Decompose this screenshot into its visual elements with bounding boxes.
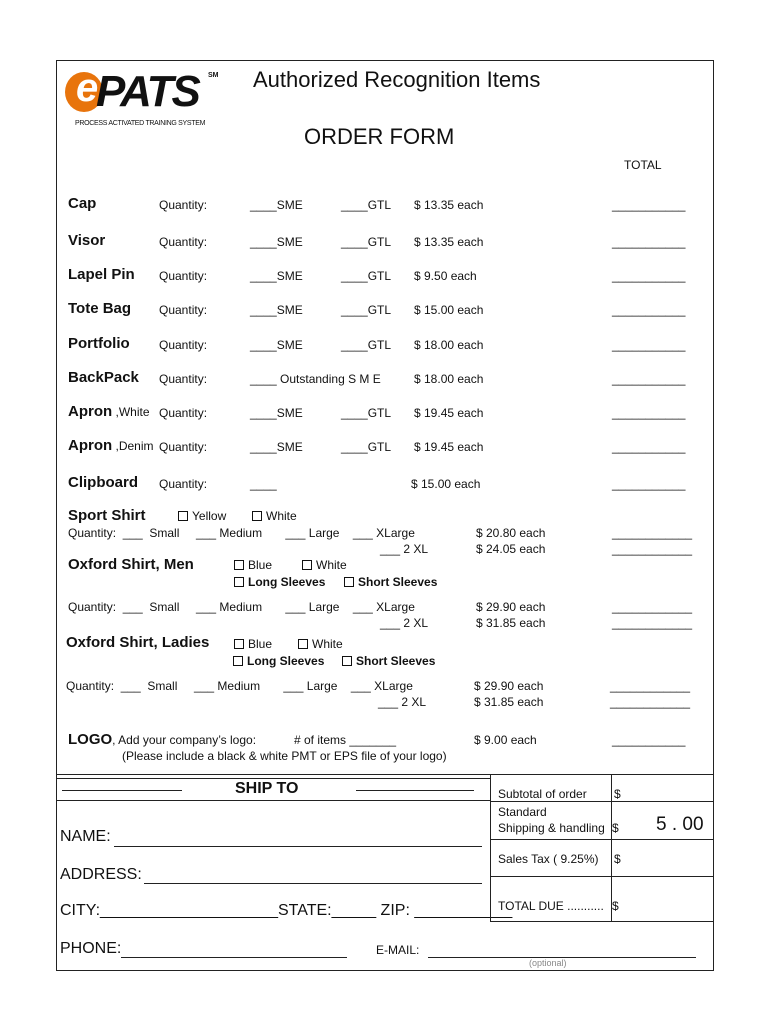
- address-label: ADDRESS:: [60, 866, 142, 883]
- oxford-ladies-blue[interactable]: Blue: [234, 637, 272, 651]
- quantity-label: Quantity:: [159, 477, 208, 491]
- phone-label: PHONE:: [60, 940, 122, 957]
- oxford-men-price1: $ 29.90 each: [476, 600, 546, 614]
- oxford-ladies-short[interactable]: Short Sleeves: [342, 654, 435, 668]
- oxford-ladies-total2[interactable]: ____________: [610, 695, 691, 709]
- item-price: $ 15.00 each: [414, 303, 484, 317]
- email-optional-note: (optional): [529, 958, 567, 968]
- total-heading: TOTAL: [624, 158, 662, 172]
- quantity-sme-field[interactable]: ____SME: [250, 303, 303, 317]
- item-name: [68, 335, 130, 353]
- item-total-field[interactable]: ___________: [612, 440, 686, 454]
- item-name-text: BackPack: [68, 369, 139, 386]
- item-price: $ 9.50 each: [414, 269, 477, 283]
- sport-shirt-price1: $ 20.80 each: [476, 526, 546, 540]
- total-due-label: TOTAL DUE ...........: [498, 899, 604, 913]
- oxford-men-total1[interactable]: ____________: [612, 600, 693, 614]
- checkbox-icon: [252, 511, 262, 521]
- name-field[interactable]: [114, 846, 482, 847]
- logo-item-price: $ 9.00 each: [474, 733, 537, 747]
- oxford-ladies-price1: $ 29.90 each: [474, 679, 544, 693]
- oxford-ladies-name: Oxford Shirt, Ladies: [66, 634, 210, 651]
- item-name: [68, 232, 105, 250]
- standard-label: Standard: [498, 805, 547, 819]
- divider-line: [57, 800, 491, 801]
- quantity-sme-field[interactable]: ____SME: [250, 338, 303, 352]
- subtotal-label: Subtotal of order: [498, 787, 587, 801]
- quantity-label: Quantity:: [159, 338, 208, 352]
- oxford-ladies-price2: $ 31.85 each: [474, 695, 544, 709]
- oxford-ladies-2xl: ___ 2 XL: [378, 695, 427, 709]
- item-total-field[interactable]: ___________: [612, 269, 686, 283]
- item-name: [68, 369, 139, 387]
- checkbox-icon: [234, 639, 244, 649]
- item-name-text: Visor: [68, 232, 106, 249]
- quantity-sme-field[interactable]: ____SME: [250, 406, 303, 420]
- ship-to-rule-left: [62, 790, 182, 791]
- oxford-ladies-white[interactable]: White: [298, 637, 343, 651]
- logo-subtitle: PROCESS ACTIVATED TRAINING SYSTEM: [75, 120, 206, 127]
- quantity-gtl-field[interactable]: ____GTL: [341, 406, 392, 420]
- sport-shirt-white[interactable]: White: [252, 509, 297, 523]
- item-variant: ,White: [112, 405, 150, 419]
- quantity-label: Quantity:: [159, 440, 208, 454]
- item-name-text: Portfolio: [68, 335, 130, 352]
- quantity-gtl-field[interactable]: ____GTL: [341, 269, 392, 283]
- quantity-gtl-field[interactable]: ____GTL: [341, 235, 392, 249]
- oxford-men-price2: $ 31.85 each: [476, 616, 546, 630]
- form-subtitle: ORDER FORM: [304, 124, 455, 149]
- logo-item-count[interactable]: # of items _______: [294, 733, 397, 747]
- item-name: [68, 403, 150, 421]
- logo-item-note: (Please include a black & white PMT or EPS file of your logo): [122, 749, 447, 763]
- item-name: [68, 195, 96, 213]
- logo-sm: SM: [208, 72, 219, 79]
- quantity-gtl-field[interactable]: ____GTL: [341, 440, 392, 454]
- totals-row-line: [490, 801, 714, 802]
- oxford-men-qty: Quantity: ___ Small ___ Medium ___ Large ___ XLarge: [68, 600, 415, 614]
- logo-text: PATS: [96, 67, 199, 116]
- logo-e: e: [76, 66, 99, 110]
- quantity-label: Quantity:: [159, 303, 208, 317]
- item-name-text: Cap: [68, 195, 97, 212]
- sales-tax-label: Sales Tax ( 9.25%): [498, 852, 599, 866]
- checkbox-icon: [298, 639, 308, 649]
- checkbox-icon: [234, 577, 244, 587]
- subtotal-dollar[interactable]: $: [614, 787, 621, 801]
- item-name-text: Apron: [68, 437, 113, 454]
- item-total-field[interactable]: ___________: [612, 235, 686, 249]
- item-price: $ 18.00 each: [414, 372, 484, 386]
- sport-shirt-qty: Quantity: ___ Small ___ Medium ___ Large ___ XLarge: [68, 526, 415, 540]
- email-label: E-MAIL:: [376, 943, 420, 957]
- logo-item-text: , Add your company’s logo:: [112, 733, 257, 747]
- totals-row-line: [490, 876, 714, 877]
- oxford-men-white[interactable]: White: [302, 558, 347, 572]
- item-price: $ 13.35 each: [414, 198, 484, 212]
- shipping-label: Shipping & handling: [498, 821, 605, 835]
- item-name: [68, 474, 138, 492]
- oxford-men-short[interactable]: Short Sleeves: [344, 575, 437, 589]
- logo-item-row: [68, 731, 256, 749]
- shipping-dollar: $: [612, 821, 619, 835]
- item-total-field[interactable]: ___________: [612, 303, 686, 317]
- quantity-sme-field[interactable]: ____ Outstanding S M E: [250, 372, 381, 386]
- item-name: [68, 266, 135, 284]
- item-total-field[interactable]: ___________: [612, 338, 686, 352]
- divider-line: [57, 778, 491, 779]
- quantity-label: Quantity:: [159, 235, 208, 249]
- checkbox-icon: [302, 560, 312, 570]
- sport-shirt-total1[interactable]: ____________: [612, 526, 693, 540]
- checkbox-icon: [178, 511, 188, 521]
- item-name-text: Clipboard: [68, 474, 138, 491]
- city-state-zip-line[interactable]: CITY:____________________STATE:_____ ZIP: ___________: [60, 902, 513, 919]
- name-label: NAME:: [60, 828, 111, 845]
- quantity-gtl-field[interactable]: ____GTL: [341, 338, 392, 352]
- item-total-field[interactable]: ___________: [612, 198, 686, 212]
- logo-item-total[interactable]: ___________: [612, 733, 686, 747]
- quantity-sme-field[interactable]: ____SME: [250, 440, 303, 454]
- oxford-ladies-total1[interactable]: ____________: [610, 679, 691, 693]
- item-name-text: Tote Bag: [68, 300, 132, 317]
- sport-shirt-total2[interactable]: ____________: [612, 542, 693, 556]
- quantity-label: Quantity:: [159, 269, 208, 283]
- item-total-field[interactable]: ___________: [612, 406, 686, 420]
- totals-row-line: [490, 921, 714, 922]
- quantity-label: Quantity:: [159, 372, 208, 386]
- quantity-sme-field[interactable]: ____SME: [250, 198, 303, 212]
- oxford-men-long[interactable]: Long Sleeves: [234, 575, 325, 589]
- sales-tax-dollar[interactable]: $: [614, 852, 621, 866]
- form-title: Authorized Recognition Items: [253, 67, 541, 92]
- item-variant: ,Denim: [112, 439, 154, 453]
- oxford-men-total2[interactable]: ____________: [612, 616, 693, 630]
- item-name: [68, 437, 154, 455]
- item-name: [68, 300, 131, 318]
- item-price: $ 18.00 each: [414, 338, 484, 352]
- phone-field[interactable]: [121, 957, 347, 958]
- item-total-field[interactable]: ___________: [612, 372, 686, 386]
- quantity-sme-field[interactable]: ____SME: [250, 235, 303, 249]
- oxford-men-blue[interactable]: Blue: [234, 558, 272, 572]
- totals-row-line: [490, 839, 714, 840]
- quantity-sme-field[interactable]: ____: [250, 477, 277, 491]
- quantity-gtl-field[interactable]: ____GTL: [341, 198, 392, 212]
- total-due-dollar[interactable]: $: [612, 899, 619, 913]
- item-name-text: Apron: [68, 403, 113, 420]
- divider-line: [57, 774, 713, 775]
- item-name-text: Lapel Pin: [68, 266, 135, 283]
- item-total-field[interactable]: ___________: [612, 477, 686, 491]
- quantity-gtl-field[interactable]: ____GTL: [341, 303, 392, 317]
- sport-shirt-2xl: ___ 2 XL: [380, 542, 429, 556]
- checkbox-icon: [344, 577, 354, 587]
- shipping-value: 5 . 00: [656, 814, 704, 835]
- sport-shirt-name: Sport Shirt: [68, 507, 146, 524]
- item-price: $ 15.00 each: [411, 477, 481, 491]
- ship-to-title: SHIP TO: [235, 780, 299, 797]
- checkbox-icon: [342, 656, 352, 666]
- item-price: $ 19.45 each: [414, 440, 484, 454]
- ship-to-rule-right: [356, 790, 474, 791]
- oxford-ladies-qty: Quantity: ___ Small ___ Medium ___ Large ___ XLarge: [66, 679, 413, 693]
- oxford-men-name: Oxford Shirt, Men: [68, 556, 194, 573]
- item-price: $ 13.35 each: [414, 235, 484, 249]
- checkbox-icon: [234, 560, 244, 570]
- checkbox-icon: [233, 656, 243, 666]
- oxford-men-2xl: ___ 2 XL: [380, 616, 429, 630]
- sport-shirt-price2: $ 24.05 each: [476, 542, 546, 556]
- quantity-label: Quantity:: [159, 406, 208, 420]
- address-field[interactable]: [144, 883, 482, 884]
- item-price: $ 19.45 each: [414, 406, 484, 420]
- logo-item-name: LOGO: [68, 731, 113, 748]
- quantity-label: Quantity:: [159, 198, 208, 212]
- oxford-ladies-long[interactable]: Long Sleeves: [233, 654, 324, 668]
- sport-shirt-yellow[interactable]: Yellow: [178, 509, 226, 523]
- totals-box-left: [490, 774, 491, 922]
- quantity-sme-field[interactable]: ____SME: [250, 269, 303, 283]
